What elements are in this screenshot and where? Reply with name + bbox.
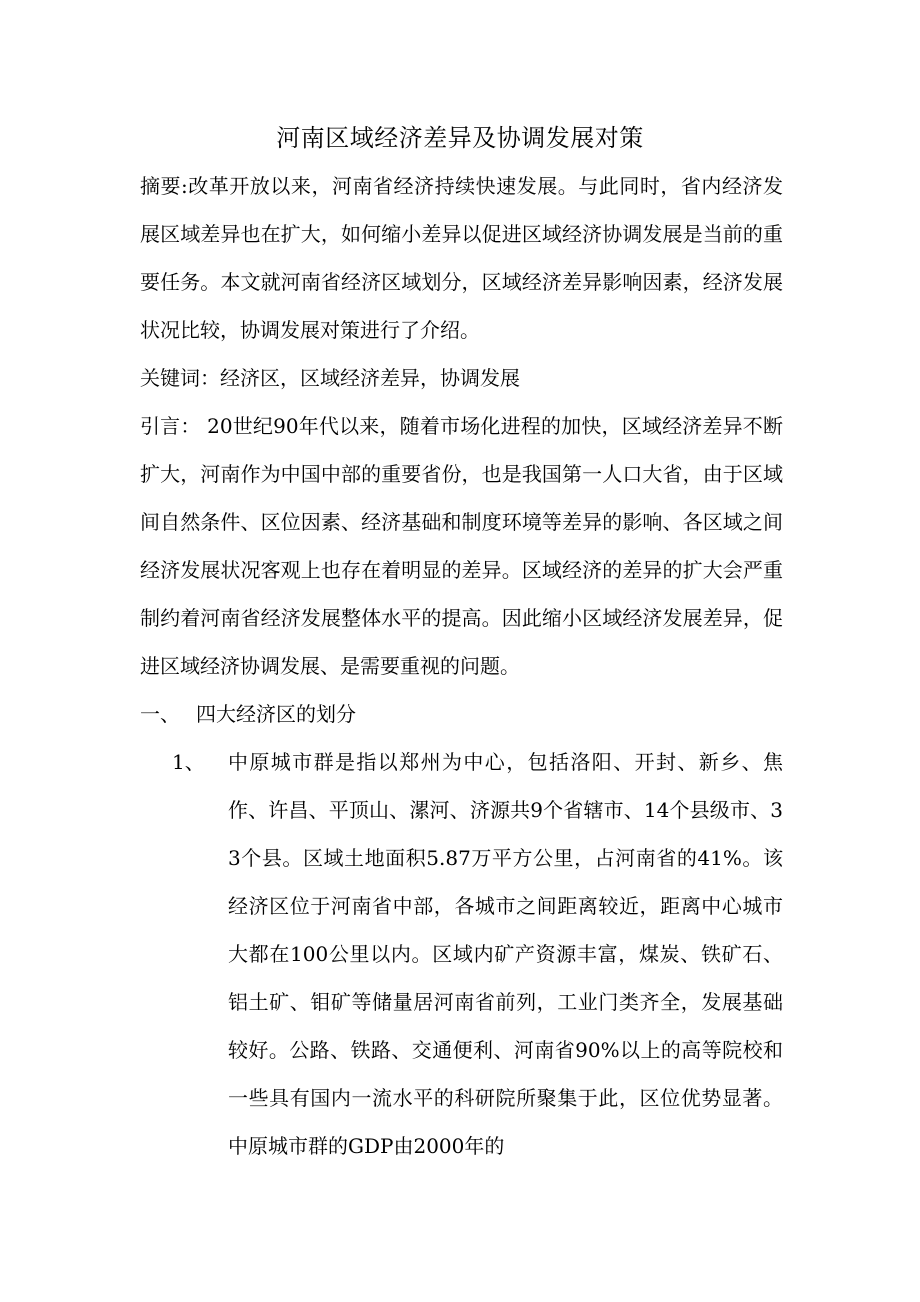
introduction-paragraph: 引言： 20世纪90年代以来，随着市场化进程的加快，区域经济差异不断扩大，河南作为中国中部的重要省份，也是我国第一人口大省，由于区域间自然条件、区位因素、经济基础和制度环境等差异的影响、各区域之间经济发展状况客观上也存在着明显的差异。区域经济的差异的扩大会严重制约着河南省经济发展整体水平的提高。因此缩小区域经济发展差异，促进区域经济协调发展、是需要重视的问题。 — [140, 414, 783, 678]
document-title: 河南区域经济差异及协调发展对策 — [276, 124, 644, 152]
keywords-line: 关键词：经济区，区域经济差异，协调发展 — [140, 366, 520, 390]
section-heading — [140, 690, 356, 738]
list-item-text: 中原城市群是指以郑州为中心，包括洛阳、开封、新乡、焦作、许昌、平顶山、漯河、济源共9个省辖市、14个县级市、33个县。区域土地面积5.87万平方公里，占河南省的41%。该经济区位于河南省中部，各城市之间距离较近，距离中心城市大都在100公里以内。区域内矿产资源丰富，煤炭、铁矿石、铝土矿、钼矿等储量居河南省前列，工业门类齐全，发展基础较好。公路、铁路、交通便利、河南省90%以上的高等院校和一些具有国内一流水平的科研院所聚集于此，区位优势显著。中原城市群的GDP由2000年的 — [228, 750, 783, 1158]
section-title: 四大经济区的划分 — [196, 702, 356, 726]
abstract-paragraph: 摘要:改革开放以来，河南省经济持续快速发展。与此同时，省内经济发展区域差异也在扩大，如何缩小差异以促进区域经济协调发展是当前的重要任务。本文就河南省经济区域划分，区域经济差异影响因素，经济发展状况比较，协调发展对策进行了介绍。 — [140, 174, 783, 342]
section-number: 一、 — [140, 702, 180, 726]
list-item-number: 1、 — [172, 750, 205, 774]
